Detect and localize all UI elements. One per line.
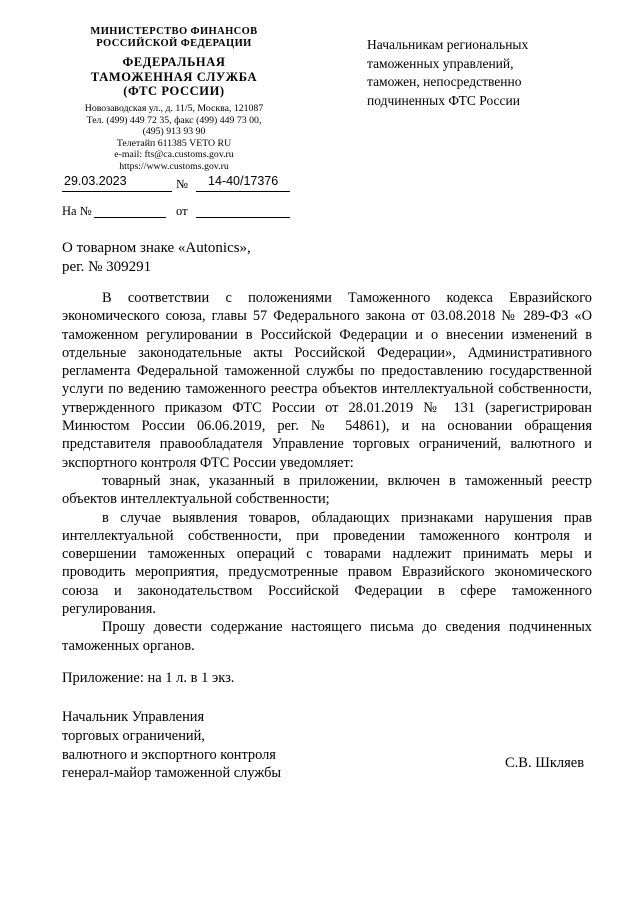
reference-number-underline [94, 217, 166, 218]
subject-line2: рег. № 309291 [62, 259, 152, 275]
addressee-block [367, 36, 597, 110]
letter-subject [62, 239, 251, 277]
signer-title-line4: генерал-майор таможенной службы [62, 765, 282, 782]
reference-row [62, 204, 92, 219]
subject-line1: О товарном знаке «Autonics», [62, 240, 251, 256]
addressee-line1: Начальникам региональных [367, 37, 529, 52]
letterhead-teletype: Телетайп 611385 VETO RU [116, 137, 232, 149]
ministry-name-line2: РОССИЙСКОЙ ФЕДЕРАЦИИ [96, 38, 252, 50]
ministry-name-line1: МИНИСТЕРСТВО ФИНАНСОВ [90, 26, 258, 37]
body-paragraph-4: Прошу довести содержание настоящего письма до сведения подчиненных таможенных органов. [62, 619, 592, 654]
number-underline [196, 191, 290, 192]
letter-body [62, 289, 592, 655]
registration-number: 14-40/17376 [208, 174, 279, 188]
reference-date-label: от [176, 204, 188, 218]
signer-title-line3: валютного и экспортного контроля [62, 746, 276, 763]
letterhead-phone: Тел. (499) 449 72 35, факс (499) 449 73 00, [86, 114, 262, 126]
letterhead [58, 26, 290, 173]
agency-name-line2: ТАМОЖЕННАЯ СЛУЖБА [90, 69, 258, 84]
addressee-line2: таможенных управлений, [367, 55, 514, 71]
registration-number-sign: № [176, 177, 188, 191]
registration-date: 29.03.2023 [64, 174, 127, 188]
reference-date-underline [196, 217, 290, 218]
body-paragraph-1: В соответствии с положениями Таможенного кодекса Евразийского экономического союза, главы 57 Федерального закона от 03.08.2018 № 289-ФЗ «О таможенном регулировании в Российской Федерации и о внесении изменений в отдельные законодательные акты Российской Федерации», Административного регламента Федеральной таможенной службы по предоставлению государственной услуги по ведению таможенного реестра объектов интеллектуальной собственности, утвержденного приказом ФТС России от 28.01.2019 № 131 (зарегистрирован Минюстом России 06.06.2019, рег. № 54861), и на основании обращения представителя правообладателя Управление торговых ограничений, валютного и экспортного контроля ФТС России уведомляет: [62, 290, 592, 471]
letterhead-website: https://www.customs.gov.ru [119, 160, 229, 172]
addressee-line4: подчиненных ФТС России [367, 92, 520, 108]
body-paragraph-3: в случае выявления товаров, обладающих признаками нарушения прав интеллектуальной собственности, при проведении таможенного контроля и совершении таможенных операций с товарами надлежит принимать меры и проводить мероприятия, предусмотренные правом Евразийского экономического союза и законодательством Российской Федерации в сфере таможенного регулирования. [62, 509, 592, 618]
letterhead-phone-2: (495) 913 93 90 [142, 126, 206, 138]
signer-name: С.В. Шкляев [505, 755, 585, 771]
addressee-line3: таможен, непосредственно [367, 74, 522, 89]
letterhead-address: Новозаводская ул., д. 11/5, Москва, 121087 [84, 103, 264, 115]
reference-number-label: На № [62, 204, 92, 218]
letterhead-contacts [58, 103, 290, 172]
date-underline [62, 191, 172, 192]
signer-block [62, 708, 281, 783]
agency-name-line3: (ФТС РОССИИ) [123, 83, 225, 98]
signer-title-line2: торговых ограничений, [62, 727, 205, 744]
body-paragraph-2: товарный знак, указанный в приложении, включен в таможенный реестр объектов интеллектуальной собственности; [62, 472, 592, 508]
attachment-note: Приложение: на 1 л. в 1 экз. [62, 670, 235, 686]
letterhead-email: e-mail: fts@ca.customs.gov.ru [114, 149, 234, 161]
signer-title-line1: Начальник Управления [62, 709, 205, 725]
agency-name-line1: ФЕДЕРАЛЬНАЯ [122, 55, 226, 70]
